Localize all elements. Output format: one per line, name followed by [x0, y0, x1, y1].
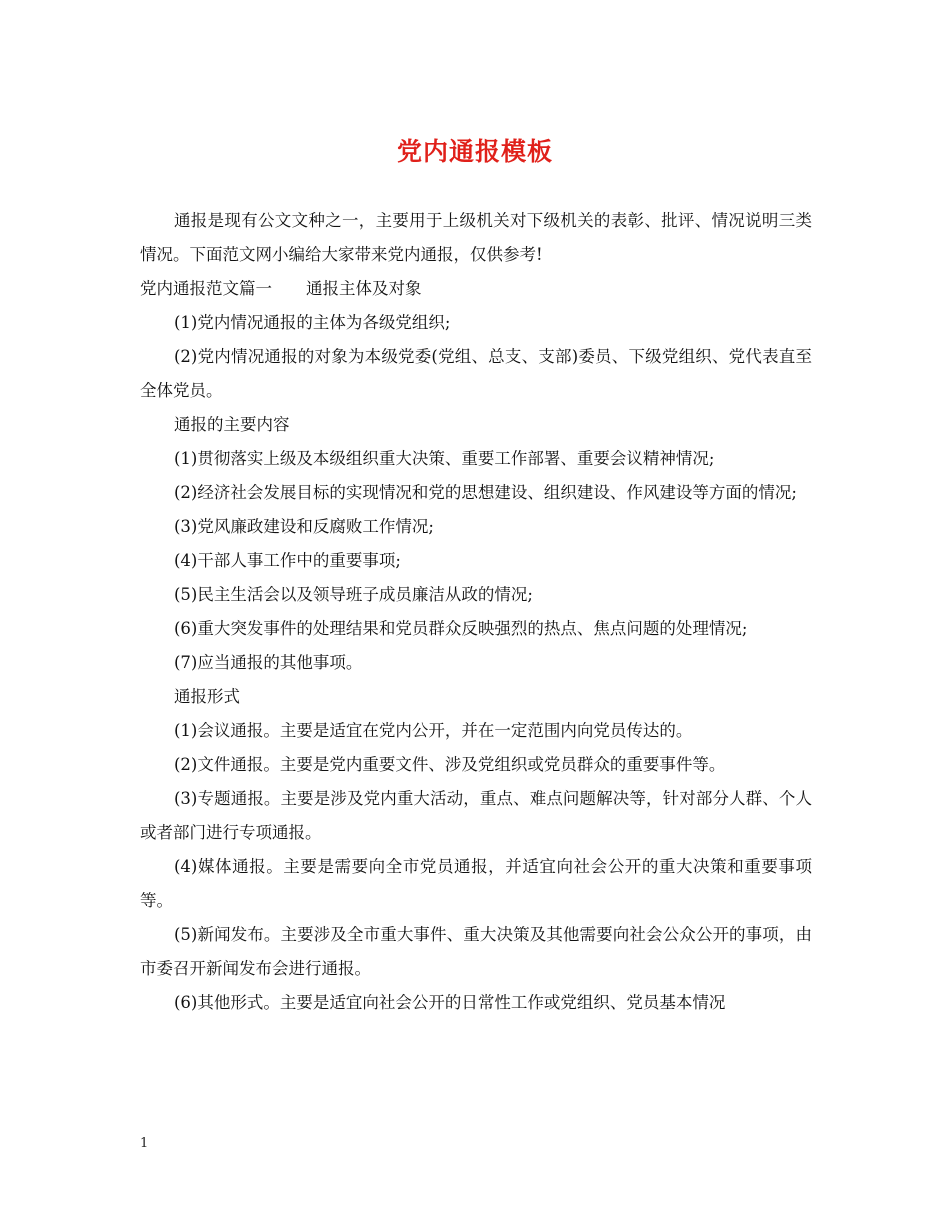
section-heading-left: 党内通报范文篇一 — [140, 279, 272, 298]
content-item: (5)民主生活会以及领导班子成员廉洁从政的情况; — [174, 585, 533, 604]
page-number: 1 — [140, 1136, 149, 1151]
intro-paragraph: 通报是现有公文文种之一，主要用于上级机关对下级机关的表彰、批评、情况说明三类情况。下面范文网小编给大家带来党内通报，仅供参考! — [140, 211, 812, 264]
content-heading: 通报的主要内容 — [174, 415, 290, 434]
forms-item: (5)新闻发布。主要涉及全市重大事件、重大决策及其他需要向社会公众公开的事项，由市委召开新闻发布会进行通报。 — [140, 925, 812, 978]
content-item: (2)经济社会发展目标的实现情况和党的思想建设、组织建设、作风建设等方面的情况; — [174, 483, 797, 502]
content-item: (1)贯彻落实上级及本级组织重大决策、重要工作部署、重要会议精神情况; — [174, 449, 715, 468]
subject-item: (2)党内情况通报的对象为本级党委(党组、总支、支部)委员、下级党组织、党代表直至全体党员。 — [140, 347, 812, 400]
document-title: 党内通报模板 — [396, 137, 553, 166]
content-item: (6)重大突发事件的处理结果和党员群众反映强烈的热点、焦点问题的处理情况; — [174, 619, 748, 638]
forms-item: (3)专题通报。主要是涉及党内重大活动，重点、难点问题解决等，针对部分人群、个人或者部门进行专项通报。 — [140, 789, 812, 842]
document-body — [140, 204, 812, 1020]
forms-item: (6)其他形式。主要是适宜向社会公开的日常性工作或党组织、党员基本情况 — [174, 993, 726, 1012]
content-item: (3)党风廉政建设和反腐败工作情况; — [174, 517, 434, 536]
forms-heading: 通报形式 — [174, 687, 240, 706]
content-item: (4)干部人事工作中的重要事项; — [174, 551, 401, 570]
section-heading-right: 通报主体及对象 — [306, 279, 422, 298]
forms-item: (4)媒体通报。主要是需要向全市党员通报，并适宜向社会公开的重大决策和重要事项等。 — [140, 857, 812, 910]
forms-item: (2)文件通报。主要是党内重要文件、涉及党组织或党员群众的重要事件等。 — [174, 755, 726, 774]
forms-item: (1)会议通报。主要是适宜在党内公开，并在一定范围内向党员传达的。 — [174, 721, 693, 740]
content-item: (7)应当通报的其他事项。 — [174, 653, 363, 672]
subject-item: (1)党内情况通报的主体为各级党组织; — [174, 313, 451, 332]
section-heading — [140, 272, 812, 306]
